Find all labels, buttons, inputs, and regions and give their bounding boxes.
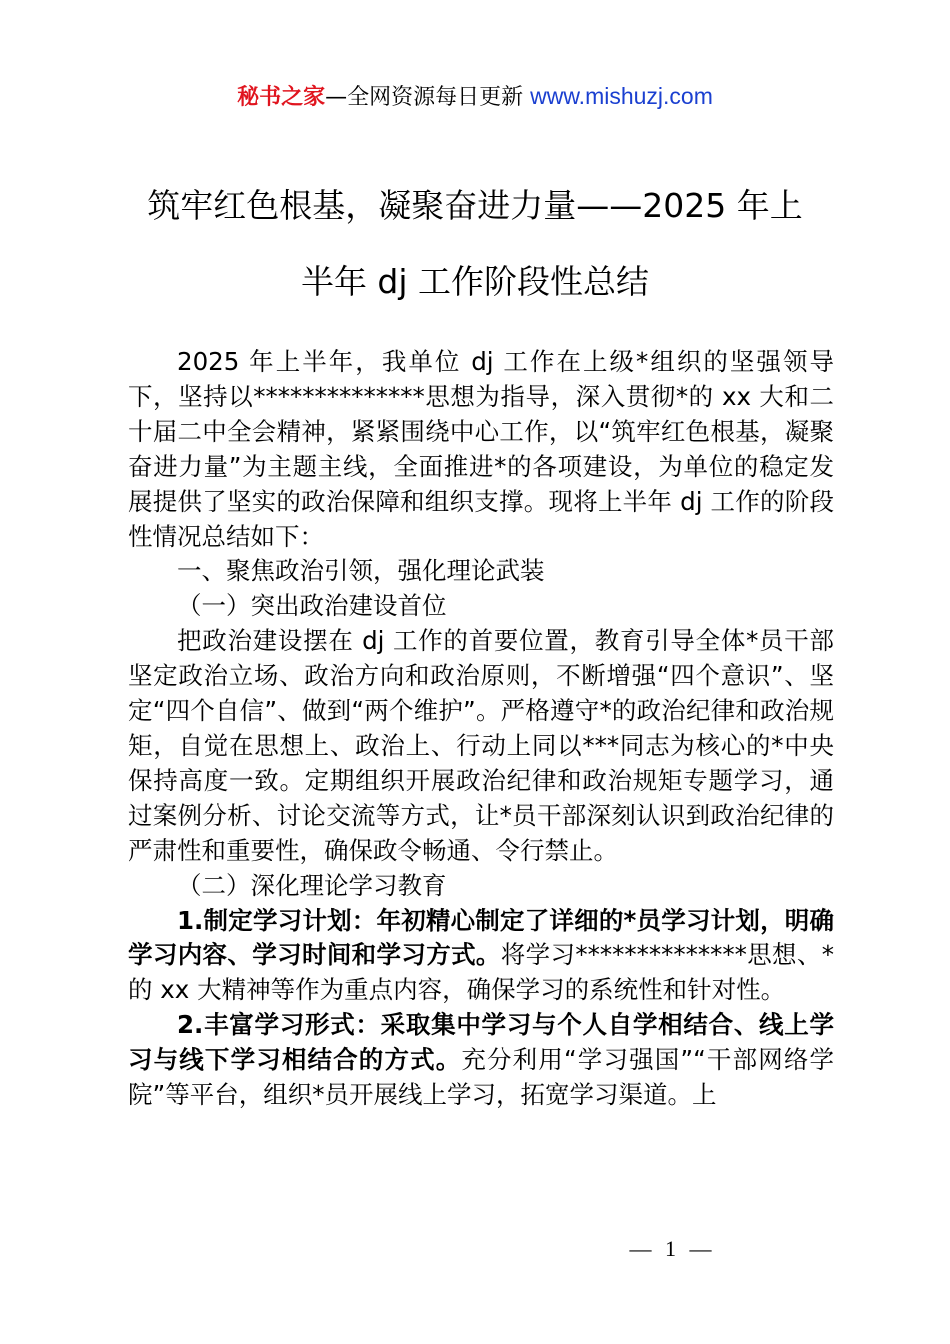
intro-paragraph: 2025 年上半年，我单位 dj 工作在上级*组织的坚强领导下，坚持以**************思想为指导，深入贯彻*的 xx 大和二十届二中全会精神，紧紧围绕中心工作，以“筑牢红色根基，凝聚奋进力量”为主题主线，全面推进*的各项建设，为单位的稳定发展提供了坚实的政治保障和组织支撑。现将上半年 dj 工作的阶段性情况总结如下： (128, 347, 834, 551)
list-item-1-text: 将学习**************思想、*的 xx 大精神等作为重点内容，确保学习的系统性和针对性。 (128, 940, 835, 1005)
list-item-2 (128, 1008, 834, 1113)
site-name: 秘书之家 (237, 85, 326, 110)
document-body (128, 345, 834, 1113)
subsection-paragraph-1: 把政治建设摆在 dj 工作的首要位置，教育引导全体*员干部坚定政治立场、政治方向和政治原则，不断增强“四个意识”、坚定“四个自信”、做到“两个维护”。严格遵守*的政治纪律和政治规矩，自觉在思想上、政治上、行动上同以***同志为核心的*中央保持高度一致。定期组织开展政治纪律和政治规矩专题学习，通过案例分析、讨论交流等方式，让*员干部深刻认识到政治纪律的严肃性和重要性，确保政令畅通、令行禁止。 (128, 626, 834, 865)
list-item-2-text: 充分利用“学习强国”“干部网络学院”等平台，组织*员开展线上学习，拓宽学习渠道。上 (128, 1045, 835, 1110)
list-item-1-lead: 1.制定学习计划：年初精心制定了详细的*员学习计划，明确学习内容、学习时间和学习方式。 (128, 905, 834, 970)
title-line-1: 筑牢红色根基，凝聚奋进力量——2025 年上 (147, 186, 803, 225)
subsection-heading-1: （一）突出政治建设首位 (177, 591, 447, 621)
header-banner (0, 80, 950, 114)
document-title (110, 168, 840, 320)
title-line-2: 半年 dj 工作阶段性总结 (300, 262, 650, 301)
page-number: — 1 — (629, 1236, 716, 1261)
subsection-heading-2: （二）深化理论学习教育 (177, 870, 447, 900)
section-heading-1: 一、聚焦政治引领，强化理论武装 (177, 556, 545, 586)
site-url-link[interactable]: www.mishuzj.com (530, 83, 713, 109)
list-item-2-lead: 2.丰富学习形式：采取集中学习与个人自学相结合、线上学习与线下学习相结合的方式。 (128, 1010, 834, 1075)
list-item-1 (128, 904, 834, 1009)
site-slogan: —全网资源每日更新 (325, 85, 524, 110)
